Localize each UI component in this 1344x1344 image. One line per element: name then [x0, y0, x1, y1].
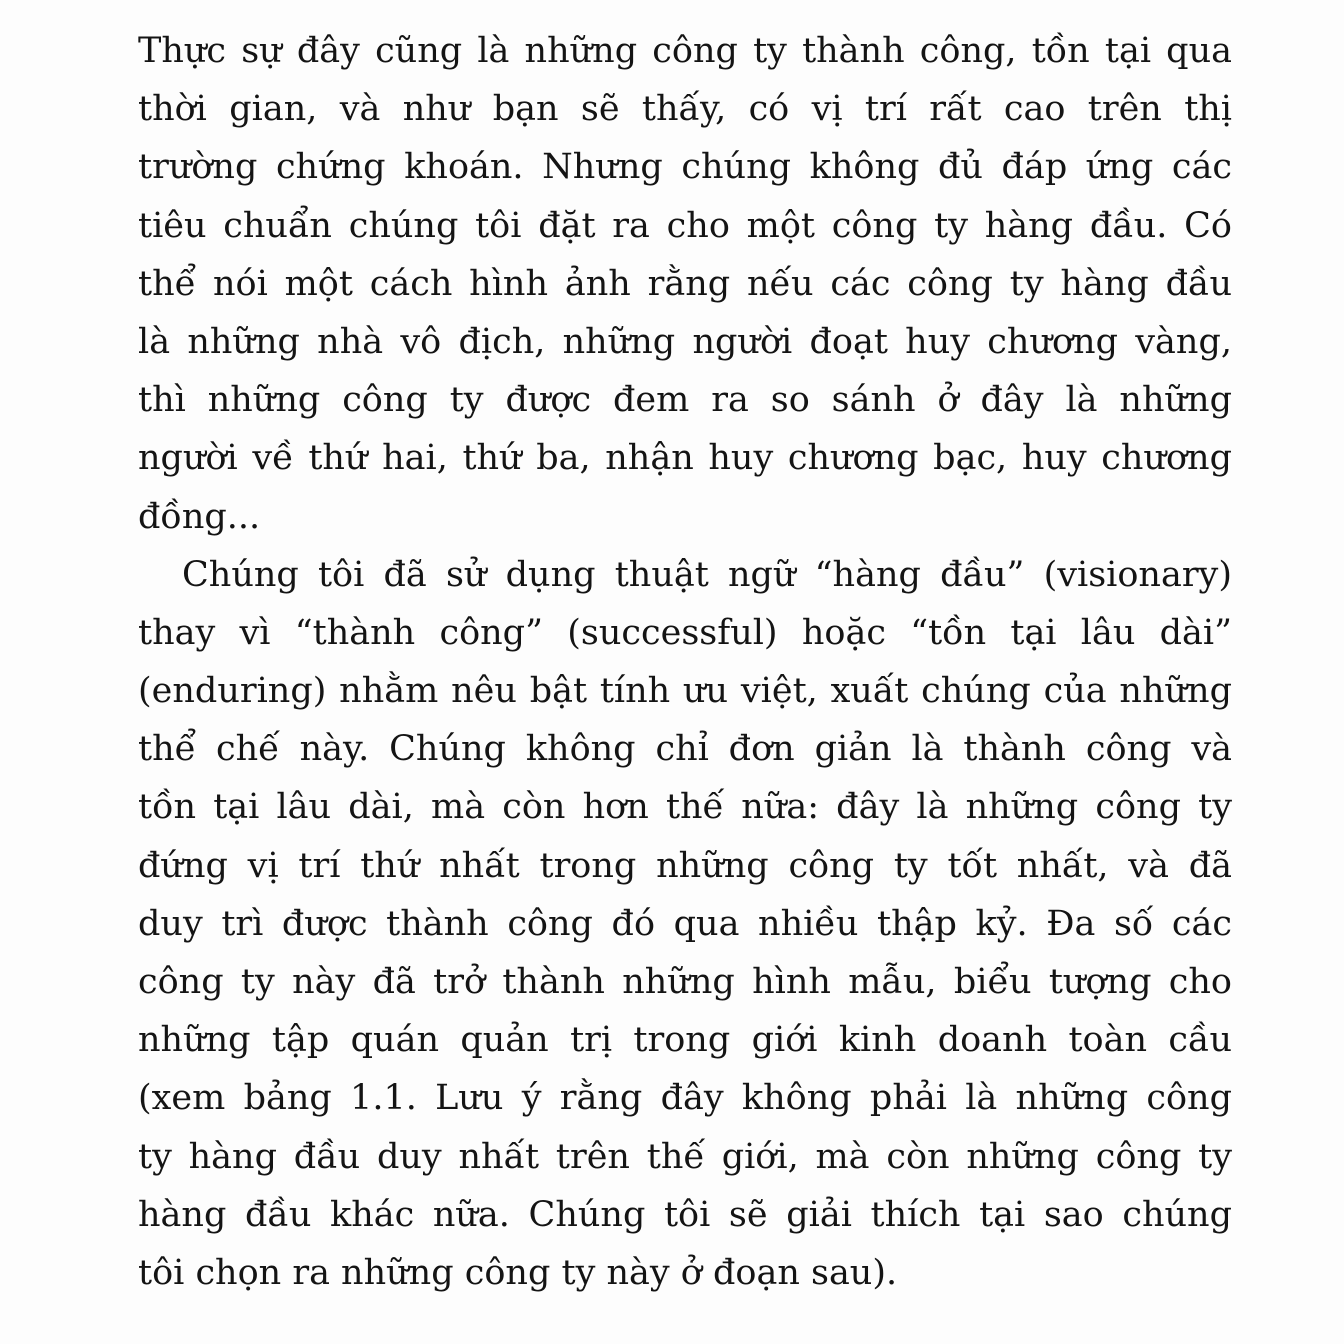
text-line: thể chế này. Chúng không chỉ đơn giản là thành công và: [138, 729, 1232, 770]
body-text: [138, 22, 1232, 1302]
text-line: Chúng tôi đã sử dụng thuật ngữ “hàng đầu” (visionary): [182, 554, 1232, 595]
text-line: thể nói một cách hình ảnh rằng nếu các công ty hàng đầu: [138, 263, 1232, 304]
text-line: (xem bảng 1.1. Lưu ý rằng đây không phải là những công: [138, 1078, 1232, 1119]
text-line: đồng...: [138, 496, 261, 537]
text-line: tôi chọn ra những công ty này ở đoạn sau).: [138, 1252, 898, 1293]
paragraph-2: [138, 546, 1232, 1302]
text-line: là những nhà vô địch, những người đoạt huy chương vàng,: [138, 321, 1232, 362]
text-line: Thực sự đây cũng là những công ty thành công, tồn tại qua: [138, 31, 1232, 71]
paragraph-1: [138, 22, 1232, 546]
text-line: thời gian, và như bạn sẽ thấy, có vị trí rất cao trên thị: [138, 89, 1232, 130]
text-line: tồn tại lâu dài, mà còn hơn thế nữa: đây là những công ty: [138, 787, 1232, 828]
text-line: duy trì được thành công đó qua nhiều thập kỷ. Đa số các: [138, 903, 1232, 944]
text-line: đứng vị trí thứ nhất trong những công ty tốt nhất, và đã: [138, 845, 1232, 886]
text-line: tiêu chuẩn chúng tôi đặt ra cho một công ty hàng đầu. Có: [138, 205, 1232, 246]
text-line: trường chứng khoán. Nhưng chúng không đủ đáp ứng các: [138, 147, 1232, 188]
text-line: (enduring) nhằm nêu bật tính ưu việt, xuất chúng của những: [138, 671, 1232, 712]
text-line: công ty này đã trở thành những hình mẫu, biểu tượng cho: [138, 962, 1232, 1002]
text-line: những tập quán quản trị trong giới kinh doanh toàn cầu: [138, 1020, 1232, 1061]
text-line: hàng đầu khác nữa. Chúng tôi sẽ giải thích tại sao chúng: [138, 1194, 1232, 1235]
text-line: ty hàng đầu duy nhất trên thế giới, mà còn những công ty: [138, 1136, 1232, 1177]
text-line: người về thứ hai, thứ ba, nhận huy chương bạc, huy chương: [138, 438, 1232, 479]
text-line: thì những công ty được đem ra so sánh ở đây là những: [138, 380, 1232, 421]
text-line: thay vì “thành công” (successful) hoặc “tồn tại lâu dài”: [138, 612, 1232, 653]
